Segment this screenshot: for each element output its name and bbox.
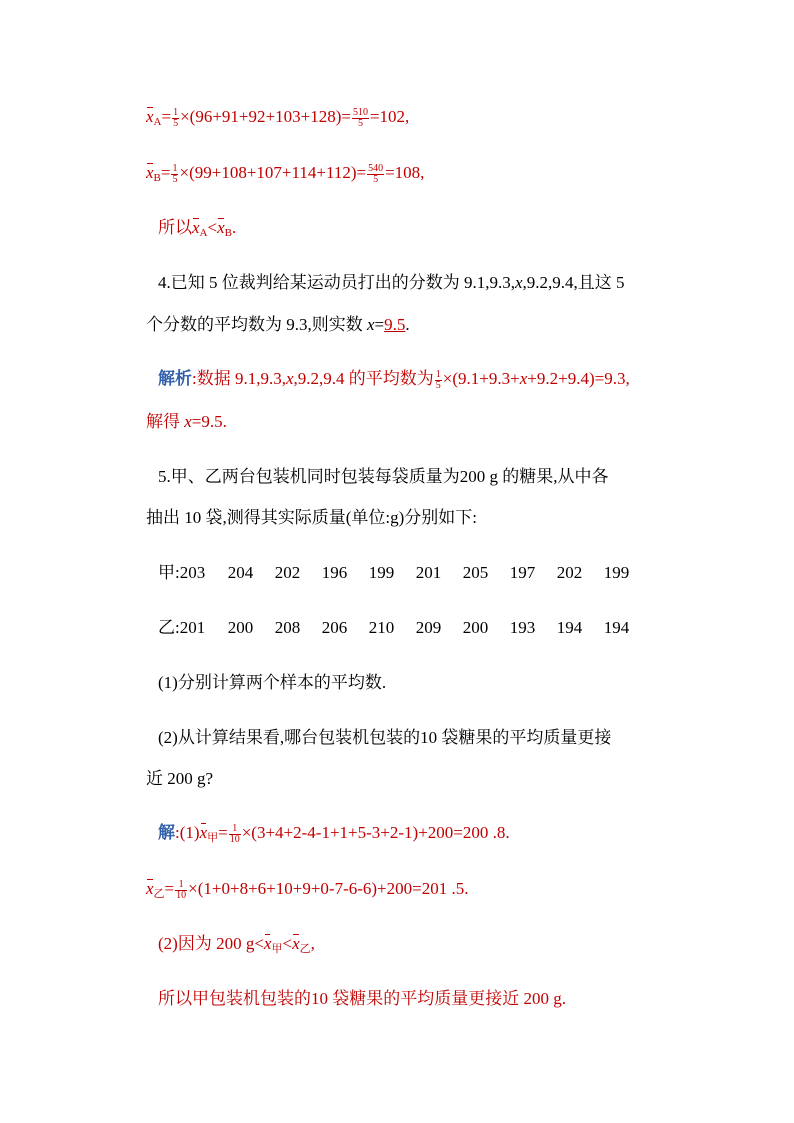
question-5-part-1: (1)分别计算两个样本的平均数. (158, 673, 387, 692)
yi-value: 209 (415, 618, 442, 637)
x-bar-symbol: x (146, 107, 154, 126)
x-bar-symbol: x (146, 879, 154, 898)
mean-a-result: =102, (369, 107, 410, 126)
mean-a-line: $x_A=$ $\frac{1}{5}$ ×(96+91+92+103+128)= $\frac{510}{5}$ =102, (146, 106, 410, 129)
yi-value: 210 (368, 618, 395, 637)
yi-value: 206 (321, 618, 348, 637)
question-5-line-2: 抽出 10 袋,测得其实际质量(单位:g)分别如下: (146, 508, 478, 527)
question-4-solution-line-2: 解得 x=9.5. (146, 412, 227, 431)
fraction-one-tenth: $\frac{1}{10}$ (229, 822, 240, 845)
mean-b-line: $x_B=$ $\frac{1}{5}$ ×(99+108+107+114+112)= $\frac{540}{5}$ =108, (146, 162, 425, 185)
question-4-line-2: 个分数的平均数为 9.3,则实数 x=9.5. (146, 315, 410, 334)
jia-value: 203 (179, 563, 206, 582)
jia-value: 202 (556, 563, 583, 582)
yi-data-row (158, 617, 629, 639)
fraction-one-fifth: $\frac{1}{5}$ (435, 368, 441, 391)
solution-label: 解 (158, 823, 175, 842)
mean-b-expression: ×(99+108+107+114+112)= (179, 163, 367, 182)
jia-value: 204 (227, 563, 254, 582)
solution-label: 解析 (158, 369, 192, 388)
comparison-line: 所以$x_A<x_B$. (158, 218, 237, 239)
yi-value: 194 (603, 618, 630, 637)
x-bar-symbol: x (146, 163, 154, 182)
yi-value: 201 (179, 618, 206, 637)
question-5-solution-line-1: 解$:(1)x_甲=$ $\frac{1}{10}$ ×(3+4+2-4-1+1+5-3+2-1)+200=200 .8. (158, 822, 510, 845)
x-bar-symbol: x (199, 823, 208, 842)
x-bar-symbol: x (217, 218, 225, 237)
yi-value: 208 (274, 618, 301, 637)
yi-value: 193 (509, 618, 536, 637)
question-5-solution-line-3: (2)因为 200 $g<x_甲<x_乙$, (158, 934, 315, 955)
question-4-line-1: 4.已知 5 位裁判给某运动员打出的分数为 9.1,9.3,x,9.2,9.4,且这 5 (158, 273, 625, 292)
fraction-540-5: $\frac{540}{5}$ (368, 162, 384, 185)
question-5-part-2-line-2: 近 200 g? (146, 769, 214, 788)
mean-a-expression: ×(96+91+92+103+128)= (180, 107, 351, 126)
fraction-one-fifth: $\frac{1}{5}$ (172, 162, 178, 185)
yi-value: 194 (556, 618, 583, 637)
question-5-conclusion: 所以甲包装机包装的10 袋糖果的平均质量更接近 200 g. (158, 989, 566, 1008)
fraction-one-fifth: $\frac{1}{5}$ (173, 106, 179, 129)
question-5-part-2-line-1: (2)从计算结果看,哪台包装机包装的10 袋糖果的平均质量更接 (158, 728, 612, 747)
question-5-solution-line-2: $x_乙=$ $\frac{1}{10}$ ×(1+0+8+6+10+9+0-7-6-6)+200=201 .5. (146, 878, 469, 901)
jia-value: 205 (462, 563, 489, 582)
jia-value: 196 (321, 563, 348, 582)
x-bar-symbol: x (192, 218, 200, 237)
x-bar-symbol: x (292, 934, 300, 953)
yi-value: 200 (227, 618, 254, 637)
subscript-a: A (153, 116, 162, 128)
jia-value: 199 (603, 563, 630, 582)
answer-9-5: 9.5 (384, 315, 406, 334)
x-bar-symbol: x (263, 934, 272, 953)
question-5-line-1: 5.甲、乙两台包装机同时包装每袋质量为200 g 的糖果,从中各 (158, 467, 609, 486)
subscript-b: B (153, 172, 161, 184)
jia-value: 199 (368, 563, 395, 582)
fraction-one-tenth: $\frac{1}{10}$ (176, 878, 187, 901)
fraction-510-5: $\frac{510}{5}$ (352, 106, 368, 129)
mean-b-result: =108, (385, 163, 425, 182)
jia-value: 202 (274, 563, 301, 582)
jia-value: 201 (415, 563, 442, 582)
yi-value: 200 (462, 618, 489, 637)
jia-value: 197 (509, 563, 536, 582)
jia-data-row (158, 562, 629, 584)
yi-label: 乙: (158, 618, 180, 637)
question-4-solution-line-1: 解析:数据 9.1,9.3,x,9.2,9.4 的平均数为 $\frac{1}{5}$ ×(9.1+9.3+x+9.2+9.4)=9.3, (158, 368, 630, 391)
jia-label: 甲: (158, 563, 180, 582)
